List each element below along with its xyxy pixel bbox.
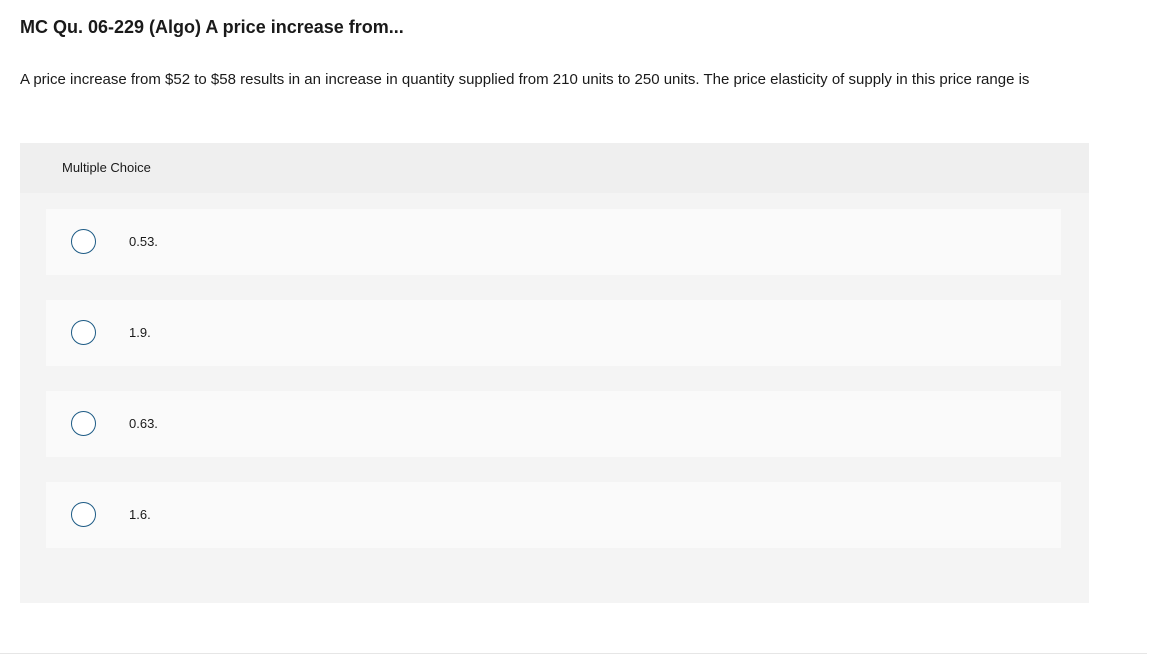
choice-option-4[interactable]	[46, 482, 1061, 548]
choice-label: 1.6.	[129, 507, 151, 522]
multiple-choice-panel	[20, 143, 1089, 603]
multiple-choice-header	[20, 143, 1089, 193]
choice-option-1[interactable]	[46, 209, 1061, 275]
radio-button-icon[interactable]	[71, 229, 96, 254]
radio-button-icon[interactable]	[71, 502, 96, 527]
choice-label: 0.53.	[129, 234, 158, 249]
bottom-divider	[0, 653, 1147, 654]
choice-label: 1.9.	[129, 325, 151, 340]
choice-option-3[interactable]	[46, 391, 1061, 457]
question-title: MC Qu. 06-229 (Algo) A price increase from...	[20, 17, 404, 37]
radio-button-icon[interactable]	[71, 320, 96, 345]
radio-button-icon[interactable]	[71, 411, 96, 436]
question-text: A price increase from $52 to $58 results in an increase in quantity supplied from 210 units to 250 units. The price elasticity of supply in this price range is	[20, 71, 1030, 88]
choice-label: 0.63.	[129, 416, 158, 431]
multiple-choice-label: Multiple Choice	[62, 160, 151, 175]
choice-option-2[interactable]	[46, 300, 1061, 366]
